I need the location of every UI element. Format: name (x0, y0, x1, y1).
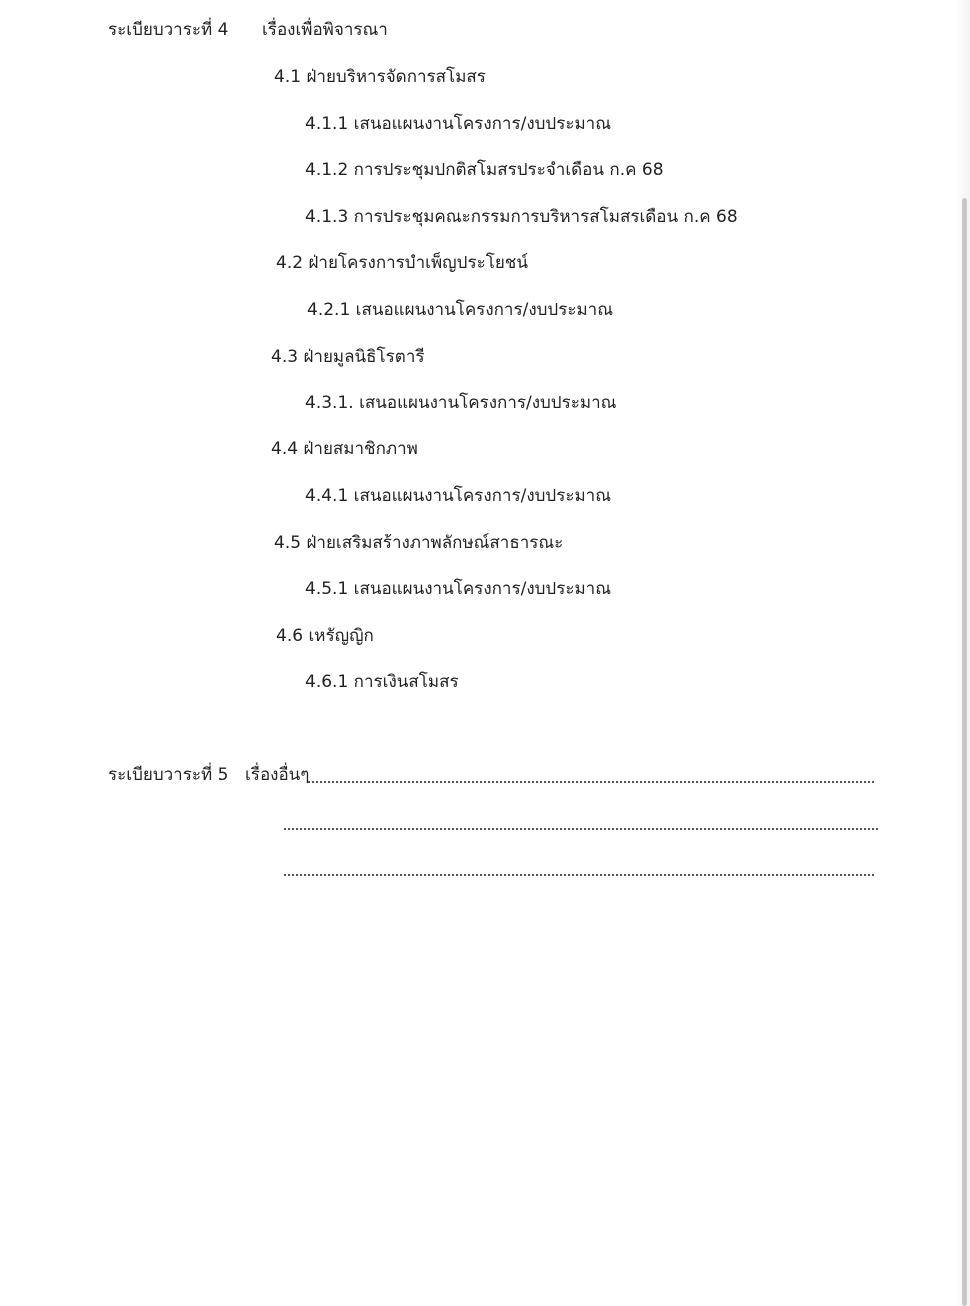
agenda-4-label: ระเบียบวาระที่ 4 (108, 20, 229, 40)
agenda-4-title: เรื่องเพื่อพิจารณา (262, 20, 388, 40)
section-item: 4.1.1 เสนอแผนงานโครงการ/งบประมาณ (305, 114, 611, 134)
section-item: 4.2.1 เสนอแผนงานโครงการ/งบประมาณ (307, 300, 613, 320)
section-item: 4.3.1. เสนอแผนงานโครงการ/งบประมาณ (305, 393, 617, 413)
section-heading: 4.1 ฝ่ายบริหารจัดการสโมสร (274, 67, 486, 87)
fill-in-dotted-line (284, 826, 878, 830)
section-item: 4.4.1 เสนอแผนงานโครงการ/งบประมาณ (305, 486, 611, 506)
agenda-5-label: ระเบียบวาระที่ 5 (108, 765, 229, 785)
section-item: 4.5.1 เสนอแผนงานโครงการ/งบประมาณ (305, 579, 611, 599)
fill-in-dotted-line (284, 872, 874, 876)
section-item: 4.6.1 การเงินสโมสร (305, 672, 459, 692)
fill-in-dotted-line (308, 779, 874, 783)
section-heading: 4.6 เหรัญญิก (276, 626, 374, 646)
section-heading: 4.2 ฝ่ายโครงการบำเพ็ญประโยชน์ (276, 253, 528, 273)
section-heading: 4.3 ฝ่ายมูลนิธิโรตารี (271, 347, 425, 367)
section-item: 4.1.3 การประชุมคณะกรรมการบริหารสโมสรเดือน ก.ค 68 (305, 207, 738, 227)
agenda-5-title: เรื่องอื่นๆ (245, 765, 310, 785)
vertical-scrollbar[interactable] (962, 198, 967, 1306)
section-item: 4.1.2 การประชุมปกติสโมสรประจำเดือน ก.ค 68 (305, 160, 664, 180)
section-heading: 4.4 ฝ่ายสมาชิกภาพ (271, 439, 418, 459)
section-heading: 4.5 ฝ่ายเสริมสร้างภาพลักษณ์สาธารณะ (274, 533, 564, 553)
